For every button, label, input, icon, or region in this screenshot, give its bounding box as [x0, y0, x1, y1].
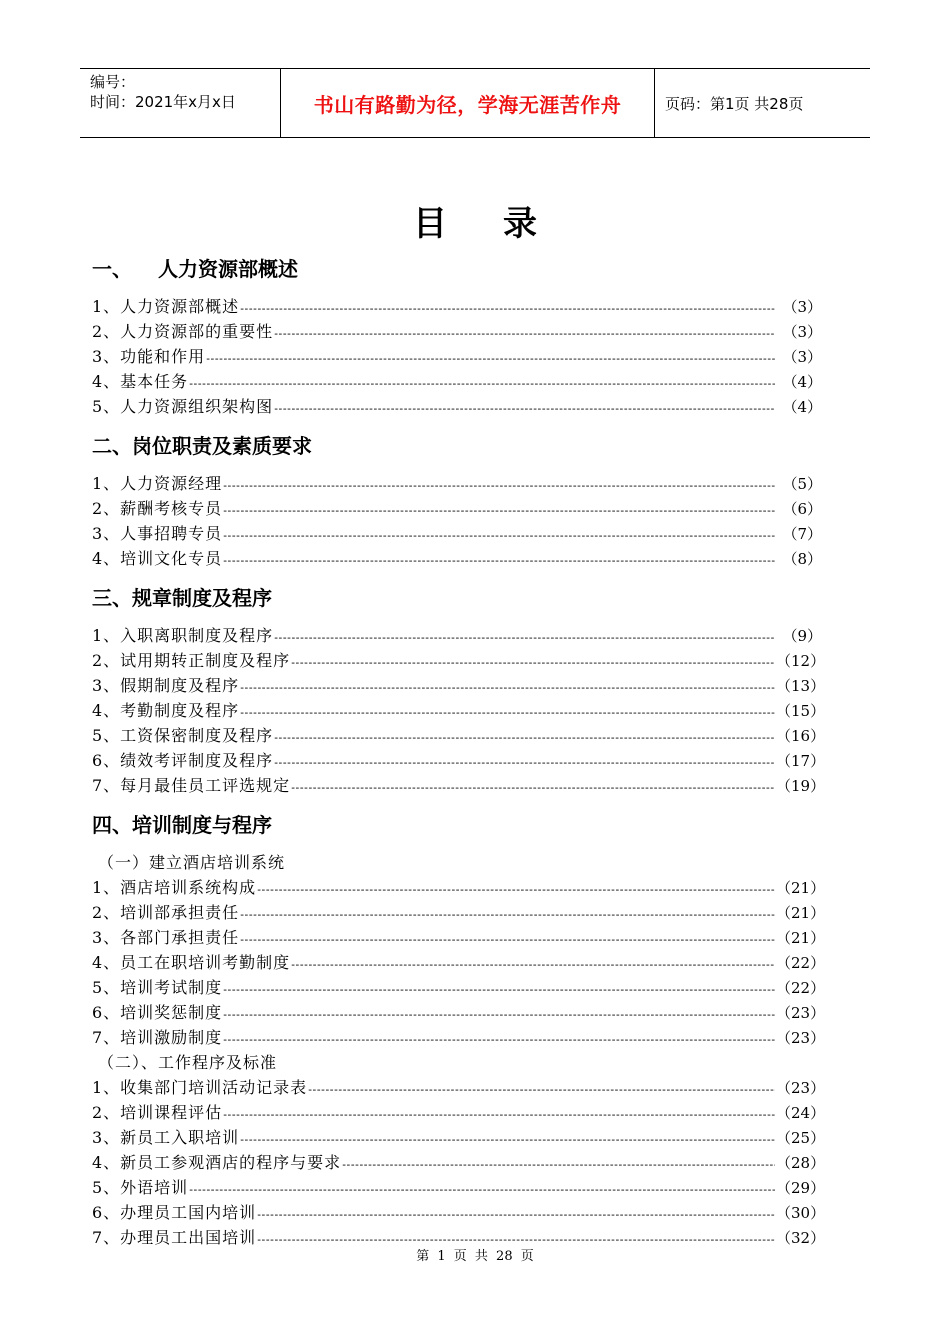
toc-entry[interactable]: [92, 319, 822, 344]
toc-entry-page: （13）: [776, 677, 826, 695]
toc-entry[interactable]: [92, 369, 822, 394]
toc-entry-label: 1、入职离职制度及程序: [92, 626, 274, 645]
dot-leader: [206, 346, 775, 371]
toc-entry-label: 1、酒店培训系统构成: [92, 878, 257, 897]
toc-entry-label: 2、培训课程评估: [92, 1103, 223, 1122]
dot-leader: [240, 700, 775, 725]
dot-leader: [223, 498, 775, 523]
page-header: [80, 68, 870, 138]
toc-entry-page: （28）: [776, 1154, 826, 1172]
dot-leader: [274, 321, 775, 346]
toc-entry-page: （17）: [776, 752, 826, 770]
toc-entry-label: 4、员工在职培训考勤制度: [92, 953, 291, 972]
toc-entry[interactable]: [92, 875, 826, 900]
toc-entry[interactable]: [92, 925, 826, 950]
toc-entry-label: 6、绩效考评制度及程序: [92, 751, 274, 770]
toc-entry[interactable]: [92, 950, 826, 975]
toc-entry[interactable]: [92, 1000, 826, 1025]
toc-entry-page: （16）: [776, 727, 826, 745]
toc-entry-label: 3、人事招聘专员: [92, 524, 223, 543]
section-title: 岗位职责及素质要求: [132, 434, 312, 458]
toc-entry[interactable]: [92, 521, 822, 546]
section-number: 四、: [92, 813, 132, 837]
toc-entry-page: （23）: [776, 1029, 826, 1047]
toc-entry-page: （22）: [776, 979, 826, 997]
toc-entry[interactable]: [92, 900, 826, 925]
page-title: 目录: [413, 204, 593, 244]
toc-entry[interactable]: [92, 1200, 826, 1225]
dot-leader: [342, 1152, 775, 1177]
toc-entry-label: 4、考勤制度及程序: [92, 701, 240, 720]
toc-entry-page: （3）: [782, 348, 822, 366]
dot-leader: [274, 725, 775, 750]
dot-leader: [240, 927, 775, 952]
section-title: 人力资源部概述: [158, 257, 298, 281]
toc-entry-page: （4）: [782, 398, 822, 416]
toc-entry[interactable]: [92, 723, 826, 748]
toc-entry-page: （23）: [776, 1004, 826, 1022]
dot-leader: [223, 548, 775, 573]
dot-leader: [223, 1002, 775, 1027]
toc-entry-page: （15）: [776, 702, 826, 720]
section-heading: [92, 431, 822, 461]
toc-entry-label: 6、办理员工国内培训: [92, 1203, 257, 1222]
toc-entry[interactable]: [92, 471, 822, 496]
toc-entry[interactable]: [92, 623, 822, 648]
toc-entry-label: 2、人力资源部的重要性: [92, 322, 274, 341]
dot-leader: [291, 775, 775, 800]
section-number: 一、: [92, 257, 132, 281]
toc-entry-page: （8）: [782, 550, 822, 568]
toc-entry-page: （21）: [776, 929, 826, 947]
table-of-contents: [92, 254, 826, 1250]
toc-entry[interactable]: [92, 1150, 826, 1175]
toc-entry-label: 5、外语培训: [92, 1178, 189, 1197]
dot-leader: [291, 952, 775, 977]
subsection-title: （二）、工作程序及标准: [98, 1053, 278, 1072]
dot-leader: [223, 1027, 775, 1052]
toc-entry-page: （24）: [776, 1104, 826, 1122]
toc-entry-label: 4、新员工参观酒店的程序与要求: [92, 1153, 342, 1172]
dot-leader: [257, 1202, 775, 1227]
toc-entry[interactable]: [92, 975, 826, 1000]
dot-leader: [223, 473, 775, 498]
toc-entry-label: 5、工资保密制度及程序: [92, 726, 274, 745]
dot-leader: [257, 877, 775, 902]
toc-entry-page: （22）: [776, 954, 826, 972]
header-page-info: 页码：第1页 共28页: [665, 94, 804, 113]
dot-leader: [223, 1102, 775, 1127]
toc-entry-label: 5、培训考试制度: [92, 978, 223, 997]
toc-entry-label: 2、试用期转正制度及程序: [92, 651, 291, 670]
header-number: 编号：: [90, 73, 136, 91]
dot-leader: [291, 650, 775, 675]
toc-entry[interactable]: [92, 546, 822, 571]
dot-leader: [240, 675, 775, 700]
toc-entry[interactable]: [92, 773, 826, 798]
toc-entry-label: 6、培训奖惩制度: [92, 1003, 223, 1022]
toc-entry-label: 3、各部门承担责任: [92, 928, 240, 947]
toc-entry[interactable]: [92, 1125, 826, 1150]
dot-leader: [240, 296, 775, 321]
toc-entry-label: 3、功能和作用: [92, 347, 206, 366]
toc-entry-page: （12）: [776, 652, 826, 670]
toc-entry-label: 7、办理员工出国培训: [92, 1228, 257, 1247]
toc-entry-label: 3、假期制度及程序: [92, 676, 240, 695]
toc-entry-label: 7、培训激励制度: [92, 1028, 223, 1047]
toc-entry[interactable]: [92, 1075, 826, 1100]
toc-entry[interactable]: [92, 1100, 826, 1125]
toc-entry[interactable]: [92, 394, 822, 419]
dot-leader: [240, 902, 775, 927]
toc-entry-label: 4、基本任务: [92, 372, 189, 391]
section-number: 二、: [92, 434, 132, 458]
header-time: 时间：2021年x月x日: [90, 93, 236, 111]
toc-entry-page: （3）: [782, 298, 822, 316]
toc-entry-page: （3）: [782, 323, 822, 341]
toc-entry-page: （21）: [776, 904, 826, 922]
toc-entry-page: （32）: [776, 1229, 826, 1247]
toc-entry[interactable]: [92, 496, 822, 521]
dot-leader: [308, 1077, 775, 1102]
toc-entry-label: 1、人力资源经理: [92, 474, 223, 493]
section-title: 规章制度及程序: [132, 586, 272, 610]
section-heading: [92, 254, 822, 284]
toc-entry-page: （9）: [782, 627, 822, 645]
header-motto: 书山有路勤为径，学海无涯苦作舟: [281, 69, 655, 137]
subsection-title: （一）建立酒店培训系统: [98, 853, 286, 872]
toc-entry[interactable]: [92, 1175, 826, 1200]
section-heading: [92, 583, 822, 613]
toc-entry-page: （4）: [782, 373, 822, 391]
dot-leader: [274, 396, 775, 421]
section-heading: [92, 810, 822, 840]
dot-leader: [240, 1127, 775, 1152]
toc-entry-page: （19）: [776, 777, 826, 795]
dot-leader: [189, 1177, 775, 1202]
section-number: 三、: [92, 586, 132, 610]
toc-entry-page: （7）: [782, 525, 822, 543]
toc-entry-page: （23）: [776, 1079, 826, 1097]
toc-entry-label: 1、收集部门培训活动记录表: [92, 1078, 308, 1097]
dot-leader: [274, 750, 775, 775]
toc-entry-label: 2、培训部承担责任: [92, 903, 240, 922]
toc-entry-page: （21）: [776, 879, 826, 897]
toc-entry[interactable]: [92, 673, 826, 698]
toc-entry-label: 2、薪酬考核专员: [92, 499, 223, 518]
toc-entry-page: （6）: [782, 500, 822, 518]
header-meta: [80, 69, 281, 137]
toc-entry-page: （5）: [782, 475, 822, 493]
page-footer: 第 1 页 共 28 页: [416, 1249, 534, 1264]
section-title: 培训制度与程序: [132, 813, 272, 837]
toc-entry-label: 1、人力资源部概述: [92, 297, 240, 316]
toc-entry-label: 3、新员工入职培训: [92, 1128, 240, 1147]
toc-entry-label: 5、人力资源组织架构图: [92, 397, 274, 416]
toc-entry[interactable]: [92, 648, 826, 673]
toc-entry-page: （30）: [776, 1204, 826, 1222]
dot-leader: [274, 625, 775, 650]
toc-entry[interactable]: [92, 748, 826, 773]
toc-entry-page: （25）: [776, 1129, 826, 1147]
dot-leader: [223, 977, 775, 1002]
toc-entry[interactable]: [92, 1025, 826, 1050]
toc-entry-label: 7、每月最佳员工评选规定: [92, 776, 291, 795]
toc-entry[interactable]: [92, 698, 826, 723]
toc-entry-page: （29）: [776, 1179, 826, 1197]
toc-entry[interactable]: [92, 294, 822, 319]
dot-leader: [223, 523, 775, 548]
toc-entry-label: 4、培训文化专员: [92, 549, 223, 568]
toc-entry[interactable]: [92, 344, 822, 369]
dot-leader: [189, 371, 775, 396]
